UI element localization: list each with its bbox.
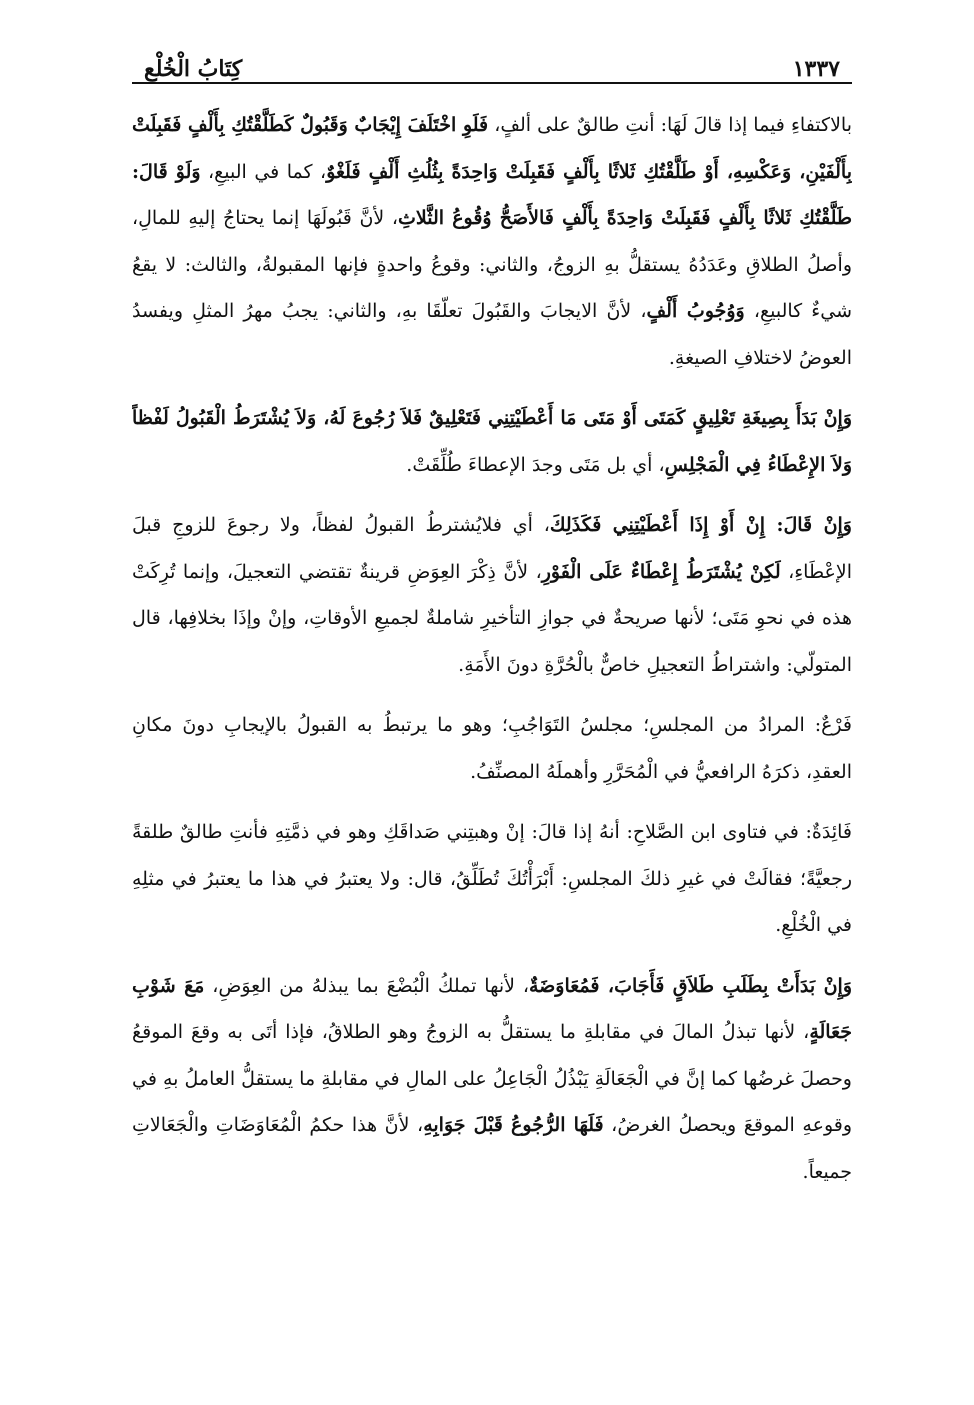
matn-text: وَلَوْ قَالَ: طَلَّقْتُكِ ثَلاثًا بِأَلْفٍ فَقَبِلَتْ وَاحِدَةً بِأَلْفٍ فَالأَصَحُّ وُقُوعُ الثَّلاثِ	[132, 160, 852, 229]
paragraph	[132, 809, 852, 949]
paragraph	[132, 395, 852, 488]
commentary-text: ، لأنَّ هذا حكمُ الْمُعَاوَضَاتِ والْجَعَالاتِ جميعاً.	[132, 1114, 852, 1183]
commentary-text: ، لأنها تبذلُ المالَ في مقابلةِ ما يستقلُّ به الزوجُ وهو الطلاقُ، فإذا أتَى به وقعَ الموقعُ وحصلَ غرضُها كما إنَّ في الْجَعَالَةِ يَبْذُلُ الْجَاعِلُ على المالِ في مقابلةِ ما يستقلُّ العاملُ بهِ في وقوعهِ الموقعَ ويحصلُ الغرضُ،	[132, 1021, 852, 1136]
matn-text: فَلَهَا الرُّجُوعُ قَبْلَ جَوَابِهِ	[423, 1114, 604, 1136]
commentary-text: ، أي بل مَتَى وجدَ الإعطاءَ طُلِّقَتْ.	[406, 453, 665, 476]
book-page	[132, 40, 852, 1370]
paragraph	[132, 702, 852, 795]
matn-text: وَإِنْ بَدَأَتْ بِطَلَبِ طَلاَقٍ فَأَجَابَ، فَمُعَاوَضَةٌ	[528, 974, 852, 997]
commentary-text: بالاكتفاءِ فيما إذا قالَ لَهَا: أنتِ طالقٌ على ألفٍ،	[488, 114, 852, 136]
matn-text: مَعَ شَوْبِ جَعَالَةٍ	[132, 974, 852, 1043]
matn-text: وَإِنْ بَدَأَ بِصِيغَةِ تَعْلِيقٍ كَمَتَى أَوْ مَتَى مَا أَعْطَيْتِنِي فَتَعْلِيقٌ فَلاَ رُجُوعَ لَهُ، وَلاَ يُشْتَرَطُ الْقَبُولُ لَفْظاً وَلاَ الإِعْطَاءُ فِي الْمَجْلِسِ	[132, 407, 852, 476]
commentary-text: ، كما في البيعِ،	[200, 160, 327, 183]
paragraph	[132, 963, 852, 1196]
paragraph	[132, 502, 852, 688]
running-title: كِتَابُ الْخُلْع	[144, 56, 243, 82]
matn-text: وَوُجُوبُ أَلْفٍ	[646, 300, 745, 322]
running-header	[132, 40, 852, 84]
matn-text: لَكِنْ يُشْتَرَطُ إِعْطَاءٌ عَلَى الْفَوْرِ	[541, 560, 781, 583]
commentary-text: ، أي فلايُشترطُ القبولُ لفظاً، ولا رجوعَ للزوجِ قبلَ الإعْطَاءِ،	[132, 514, 852, 583]
commentary-text: ، لأنَّ ذِكْرَ العِوَضِ قرينةٌ تقتضي التعجيلَ، وإنما تُرِكَتْ هذه في نحوِ مَتَى؛ لأنها صريحةٌ في جوازِ التأخيرِ شاملةٌ لجميعِ الأوقاتِ، وإنْ وإذَا بخلافِها، قال المتولّي: واشتراطُ التعجيلِ خاصٌّ بالْحُرَّةِ دونَ الأَمَةِ.	[132, 560, 852, 676]
matn-text: فَلَوِ اخْتَلَفَ إِيْجَابٌ وَقَبُولٌ كَطَلَّقْتُكِ بِأَلْفٍ فَقَبِلَتْ بِأَلْفَيْنِ، وَعَكْسِهِ، أَوْ طَلَّقْتُكِ ثَلاثًا بِأَلْفٍ فَقَبِلَتْ وَاحِدَةً بِثُلُثِ أَلْفٍ فَلَغْوٌ	[132, 114, 852, 183]
paragraph	[132, 102, 852, 381]
body-text	[132, 102, 852, 1195]
matn-text: وَإِنْ قَالَ: إِنْ أَوْ إِذَا أَعْطَيْتِنِي فَكَذَلِكَ	[549, 514, 852, 536]
commentary-text: ، لأنَّ قَبُولَهَا إنما يحتاجُ إليهِ للمالِ، وأصلُ الطلاقِ وعَدَدُهُ يستقلُّ بهِ الزوجُ، والثاني: وقوعُ واحدةٍ فإنها المقبولةُ، والثالث: لا يقعُ شيءٌ كالبيعِ،	[132, 207, 852, 322]
commentary-text: فَائِدَةٌ: في فتاوى ابن الصَّلاحِ: أنهُ إذا قالَ: إنْ وهبتِني صَداقَكِ وهو في ذمَّتِهِ فأنتِ طالقٌ طلقةً رجعيَّةً؛ فقالَتْ في غيرِ ذلكَ المجلسِ: أَبْرَأْتُكَ تُطَلِّقُ، قال: ولا يعتبرُ في هذا ما يعتبرُ في مثلِهِ في الْخُلْعِ.	[132, 821, 852, 936]
page-number: ١٣٣٧	[792, 56, 840, 82]
commentary-text: ، لأنها تملكُ الْبُضْعَ بما يبذلهُ من العِوَضِ،	[204, 974, 529, 997]
commentary-text: فَرْعٌ: المرادُ من المجلسِ؛ مجلسُ التَوَاجُبِ؛ وهو ما يرتبطُ به القبولُ بالإيجابِ دونَ مكانِ العقدِ، ذكرَهُ الرافعيُّ في الْمُحَرَّرِ وأهملَهُ المصنِّفُ.	[132, 714, 852, 783]
commentary-text: ، لأنَّ الايجابَ والقَبُولَ تعلّقَا بهِ، والثاني: يجبُ مهرُ المثلِ ويفسدُ العوضُ لاختلافِ الصيغةِ.	[132, 300, 852, 369]
